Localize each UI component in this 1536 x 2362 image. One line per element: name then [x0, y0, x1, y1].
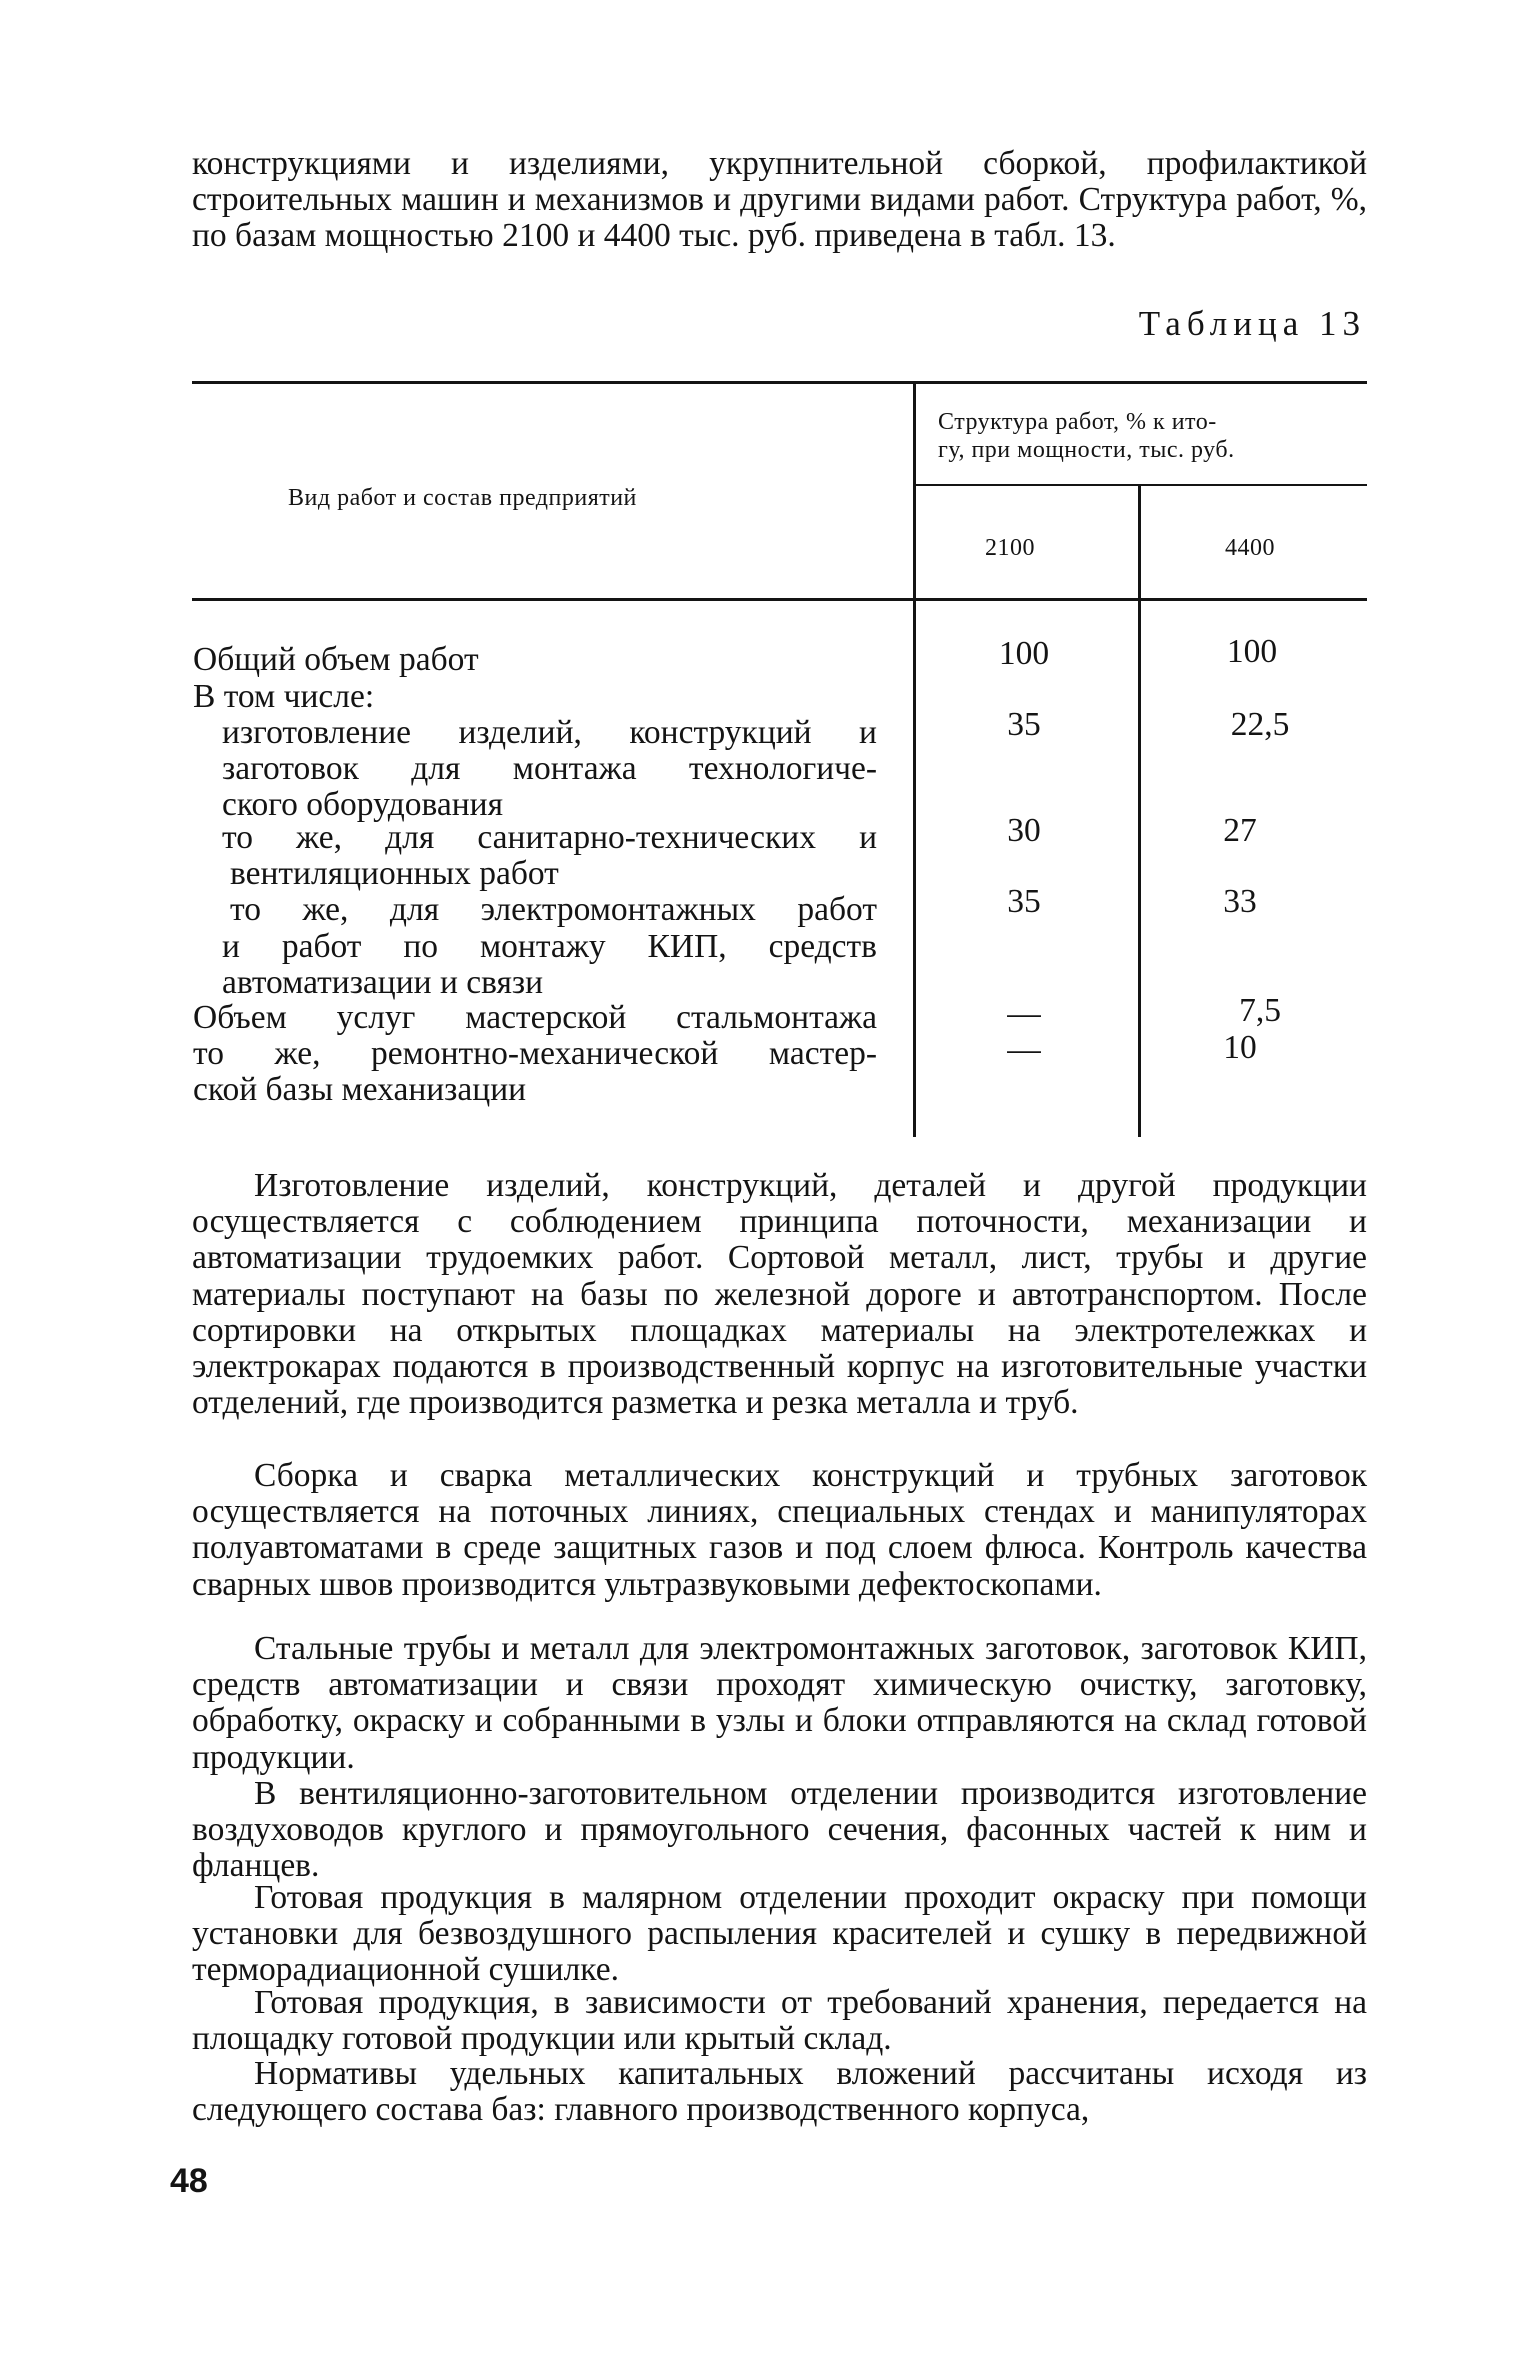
header-capacity-2100: 2100 [985, 535, 1035, 561]
row-value-4400: 7,5 [1239, 992, 1281, 1029]
row-value-4400: 100 [1226, 633, 1278, 670]
row-value-2100: 35 [1007, 706, 1041, 743]
row-label: то же, для санитарно-технических и [222, 819, 877, 856]
row-value-2100: 35 [1007, 883, 1041, 920]
row-label: заготовок для монтажа технологиче- [222, 750, 877, 787]
row-label: ской базы механизации [193, 1071, 527, 1108]
header-group-line-1: Структура работ, % к ито- [938, 409, 1217, 435]
row-label: Общий объем работ [193, 641, 479, 678]
page-number: 48 [170, 2162, 208, 2200]
body-paragraph: Сборка и сварка металлических конструкций и трубных заготовок осуществляется на поточных линиях, специальных стендах и манипуляторах полуавтоматами в среде защитных газов и под слоем флюса. Контроль качества сварных швов производится ультразвуковыми дефектоскопами. [192, 1457, 1367, 1603]
row-value-2100: — [1007, 995, 1041, 1032]
body-paragraph: Нормативы удельных капитальных вложений рассчитаны исходя из следующего состава баз: главного производственного корпуса, [192, 2055, 1367, 2129]
row-label: ского оборудования [222, 786, 504, 823]
header-group-line-2: гу, при мощности, тыс. руб. [938, 437, 1235, 463]
column-divider-1 [913, 383, 916, 1137]
row-value-2100: 100 [998, 635, 1050, 672]
body-paragraph: Готовая продукция, в зависимости от требований хранения, передается на площадку готовой продукции или крытый склад. [192, 1984, 1367, 2058]
row-value-4400: 22,5 [1230, 706, 1290, 743]
row-label: вентиляционных работ [230, 855, 559, 892]
group-header-rule [915, 484, 1367, 486]
header-work-type: Вид работ и состав предприятий [288, 485, 637, 511]
row-label: Объем услуг мастерской стальмонтажа [193, 999, 877, 1036]
header-bottom-rule [192, 598, 1367, 601]
body-paragraph: Готовая продукция в малярном отделении проходит окраску при помощи установки для безвоздушного распыления красителей и сушку в передвижной терморадиационной сушилке. [192, 1879, 1367, 1989]
row-label: В том числе: [193, 678, 375, 715]
row-label: изготовление изделий, конструкций и [222, 714, 877, 751]
row-label: автоматизации и связи [222, 964, 544, 1001]
body-paragraph: Стальные трубы и металл для электромонтажных заготовок, заготовок КИП, средств автоматизации и связи проходят химическую очистку, заготовку, обработку, окраску и собранными в узлы и блоки отправляются на склад готовой продукции. [192, 1630, 1367, 1776]
header-capacity-4400: 4400 [1225, 535, 1275, 561]
row-value-2100: — [1007, 1031, 1041, 1068]
table-top-rule [192, 381, 1367, 384]
row-value-4400: 33 [1223, 883, 1257, 920]
row-label: и работ по монтажу КИП, средств [222, 928, 877, 965]
body-paragraph: Изготовление изделий, конструкций, деталей и другой продукции осуществляется с соблюдением принципа поточности, механизации и автоматизации трудоемких работ. Сортовой металл, лист, трубы и другие материалы поступают на базы по железной дороге и автотранспортом. После сортировки на открытых площадках материалы на электротележках и электрокарах подаются в производственный корпус на изготовительные участки отделений, где производится разметка и резка металла и труб. [192, 1167, 1367, 1422]
table-caption: Таблица 13 [1138, 304, 1366, 343]
intro-paragraph: конструкциями и изделиями, укрупнительной сборкой, профилактикой строительных машин и механизмов и другими видами работ. Структура работ, %, по базам мощностью 2100 и 4400 тыс. руб. приведена в табл. 13. [192, 145, 1367, 255]
row-label: то же, для электромонтажных работ [230, 891, 877, 928]
row-label: то же, ремонтно-механической мастер- [193, 1035, 877, 1072]
body-paragraph: В вентиляционно-заготовительном отделении производится изготовление воздуховодов круглого и прямоугольного сечения, фасонных частей к ним и фланцев. [192, 1775, 1367, 1885]
row-value-4400: 27 [1223, 812, 1257, 849]
row-value-4400: 10 [1223, 1029, 1257, 1066]
column-divider-2 [1138, 486, 1141, 1137]
row-value-2100: 30 [1007, 812, 1041, 849]
